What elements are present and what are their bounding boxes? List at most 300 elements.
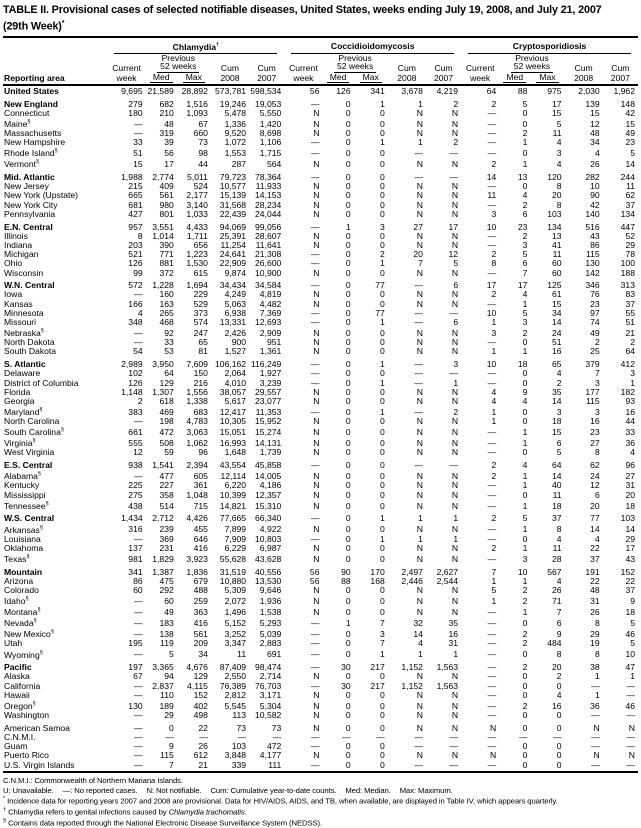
value-cell: —: [134, 722, 143, 733]
value-cell: N: [416, 267, 423, 278]
value-cell: 4,249: [224, 289, 247, 300]
value-cell: 475: [159, 575, 174, 586]
value-cell: 15,310: [255, 500, 282, 511]
blank-cell: [211, 54, 249, 63]
value-cell: 28,892: [181, 85, 208, 96]
value-cell: 0: [379, 298, 385, 309]
value-cell: 0: [379, 689, 385, 700]
table-row: [3, 490, 638, 499]
value-cell: 0: [379, 500, 385, 511]
value-cell: 37: [625, 585, 635, 596]
value-cell: N: [313, 181, 320, 192]
area-cell: Pacific: [4, 662, 32, 673]
value-cell: 4,219: [436, 85, 459, 96]
value-cell: 0: [345, 337, 351, 348]
value-cell: 40,556: [255, 566, 282, 577]
value-cell: —: [134, 680, 143, 691]
value-cell: 2: [379, 249, 385, 260]
value-cell: 11: [237, 649, 247, 660]
value-cell: 2,989: [121, 359, 143, 370]
value-cell: 2: [453, 98, 459, 109]
value-cell: 0: [499, 760, 530, 772]
footnote-marker: §: [39, 649, 43, 656]
value-cell: 683: [193, 407, 208, 417]
area-cell: New England: [4, 98, 58, 109]
max-underline: Max: [183, 73, 205, 83]
value-cell: 90: [341, 566, 351, 577]
value-cell: 49: [164, 607, 174, 618]
value-cell: 3: [379, 629, 385, 640]
value-cell: 0: [379, 471, 385, 482]
value-cell: N: [451, 500, 459, 511]
value-cell: 47: [625, 662, 635, 673]
value-cell: 3: [522, 239, 528, 250]
footnote-line: † Chlamydia refers to genital infections caused by Chlamydia trachomatis.: [3, 807, 247, 817]
value-cell: 34,584: [255, 280, 282, 291]
table-row: [3, 250, 638, 259]
value-cell: 529: [193, 298, 208, 309]
value-cell: 0: [530, 760, 564, 772]
value-cell: 137: [128, 542, 143, 553]
value-cell: 56: [164, 148, 174, 159]
value-cell: 22: [590, 575, 600, 586]
value-cell: 472: [159, 427, 174, 438]
footnote-segment: Cum: Cumulative year-to-date counts.: [210, 785, 337, 795]
area-cell: Louisiana: [4, 533, 41, 544]
value-cell: —: [626, 741, 635, 752]
table-row: [3, 617, 638, 628]
value-cell: 0: [345, 447, 351, 458]
value-cell: —: [449, 741, 459, 752]
value-cell: 0: [345, 317, 351, 328]
value-cell: —: [134, 328, 143, 339]
value-cell: 46: [625, 629, 635, 640]
area-cell: Oklahoma: [4, 542, 44, 553]
value-cell: 0: [522, 447, 528, 458]
value-cell: —: [134, 337, 143, 348]
value-cell: 0: [379, 368, 385, 379]
value-cell: N: [416, 181, 423, 192]
table-row: [3, 711, 638, 720]
value-cell: 51: [625, 317, 635, 328]
value-cell: 182: [620, 386, 635, 397]
value-cell: 14: [486, 172, 497, 183]
value-cell: —: [342, 731, 351, 742]
value-cell: 0: [345, 638, 351, 649]
table-row: [3, 760, 638, 772]
footnote-line: [3, 786, 638, 795]
value-cell: 427: [128, 208, 143, 219]
value-cell: N: [313, 298, 320, 309]
value-cell: N: [451, 395, 459, 406]
value-cell: 217: [370, 662, 385, 673]
value-cell: N: [416, 596, 423, 607]
value-cell: 0: [556, 710, 562, 720]
value-cell: 5: [556, 118, 562, 129]
value-cell: 231: [159, 542, 174, 553]
value-cell: 19: [590, 638, 600, 649]
value-cell: —: [272, 731, 282, 742]
value-cell: 615: [193, 267, 208, 278]
value-cell: 2,550: [224, 671, 247, 682]
value-cell: 3,365: [152, 662, 174, 673]
table-row: [3, 200, 638, 209]
value-cell: 67: [198, 118, 208, 129]
footnote-marker: §: [37, 607, 41, 614]
cum-2007-header-top: Cum: [257, 62, 276, 73]
value-cell: —: [449, 148, 459, 159]
value-cell: N: [451, 480, 459, 491]
value-cell: 572: [128, 280, 143, 291]
table-row: [3, 534, 638, 543]
table-row: [3, 639, 638, 648]
value-cell: 0: [345, 386, 351, 397]
value-cell: N: [313, 128, 320, 139]
value-cell: —: [487, 181, 497, 192]
value-cell: —: [376, 731, 385, 742]
value-cell: 4: [556, 533, 562, 544]
value-cell: 477: [159, 471, 174, 482]
value-cell: 0: [556, 741, 562, 752]
value-cell: 79,723: [219, 172, 247, 183]
value-cell: 14: [551, 471, 562, 482]
value-cell: 1: [522, 542, 528, 553]
area-cell: Maine§: [4, 118, 31, 129]
value-cell: 116,249: [250, 359, 282, 370]
table-row: [3, 318, 638, 327]
med-header: [146, 73, 177, 86]
value-cell: 5: [630, 618, 635, 629]
value-cell: 1,148: [121, 386, 143, 397]
value-cell: —: [310, 148, 320, 159]
value-cell: 10: [625, 649, 635, 660]
value-cell: 7: [594, 368, 600, 379]
value-cell: N: [313, 607, 320, 618]
table-title-line2: (29th Week)*: [3, 20, 65, 33]
value-cell: N: [416, 489, 423, 500]
value-cell: 0: [345, 480, 351, 491]
value-cell: 801: [159, 208, 174, 219]
value-cell: 2: [491, 542, 497, 553]
value-cell: 102: [128, 368, 143, 379]
value-cell: 13: [517, 172, 528, 183]
value-cell: N: [313, 386, 320, 397]
value-cell: 12: [133, 447, 143, 458]
value-cell: 76,703: [255, 680, 282, 691]
value-cell: 0: [379, 172, 385, 183]
value-cell: 0: [379, 267, 385, 278]
area-cell: New Jersey: [4, 181, 49, 192]
value-cell: 3: [556, 148, 562, 159]
value-cell: 1,228: [152, 280, 174, 291]
value-cell: 1,062: [186, 438, 208, 449]
value-cell: 0: [379, 607, 385, 618]
value-cell: 90: [590, 190, 600, 201]
table-row: [3, 586, 638, 595]
value-cell: 2,394: [186, 460, 208, 471]
value-cell: 4: [522, 460, 528, 471]
value-cell: 981: [128, 553, 143, 564]
value-cell: 27: [625, 471, 635, 482]
area-cell: American Samoa: [4, 722, 70, 733]
value-cell: 103: [620, 513, 635, 524]
footnote-marker: §: [32, 438, 36, 445]
value-cell: 1: [418, 533, 423, 544]
value-cell: 881: [159, 258, 174, 269]
value-cell: 0: [345, 137, 351, 148]
value-cell: 11: [626, 181, 635, 192]
value-cell: 3,239: [259, 377, 282, 388]
value-cell: N: [451, 159, 459, 170]
table-row: [3, 158, 638, 169]
value-cell: 28,607: [255, 230, 282, 241]
value-cell: N: [313, 489, 320, 500]
value-cell: —: [626, 710, 635, 720]
value-cell: 0: [345, 239, 351, 250]
footnote-marker: §: [45, 500, 49, 507]
value-cell: —: [134, 471, 143, 482]
value-cell: —: [487, 731, 497, 742]
value-cell: 229: [193, 289, 208, 300]
value-cell: 24: [590, 471, 600, 482]
value-cell: N: [451, 489, 459, 500]
value-cell: 99: [133, 267, 143, 278]
cum-2008-header-top: Cum: [574, 62, 593, 73]
value-cell: 32: [413, 618, 423, 629]
value-cell: 1,553: [224, 148, 247, 159]
value-cell: 9: [522, 386, 528, 397]
area-cell: W.N. Central: [4, 280, 55, 291]
value-cell: N: [416, 542, 423, 553]
value-cell: 0: [522, 680, 528, 691]
med-header: [499, 73, 530, 86]
value-cell: 390: [159, 239, 174, 250]
value-cell: 3: [630, 368, 635, 379]
area-cell: South Carolina§: [4, 427, 64, 438]
value-cell: N: [451, 427, 459, 438]
value-cell: 4,676: [186, 662, 208, 673]
value-cell: 1: [594, 689, 600, 700]
value-cell: 2: [491, 471, 497, 482]
current-week-header-bottom: week: [461, 73, 499, 86]
value-cell: 1: [522, 137, 528, 148]
value-cell: 3,923: [186, 553, 208, 564]
value-cell: 0: [379, 208, 385, 219]
value-cell: 1: [379, 317, 385, 328]
value-cell: 0: [345, 533, 351, 544]
value-cell: 2: [491, 513, 497, 524]
value-cell: 28: [551, 553, 562, 564]
value-cell: 35: [551, 386, 562, 397]
value-cell: N: [313, 190, 320, 201]
value-cell: 0: [345, 249, 351, 260]
value-cell: —: [552, 731, 562, 742]
value-cell: N: [313, 416, 320, 427]
area-cell: U.S. Virgin Islands: [3, 760, 107, 772]
value-cell: N: [416, 239, 423, 250]
value-cell: 129: [159, 377, 174, 388]
area-cell: Arizona: [4, 575, 34, 586]
value-cell: 23,077: [255, 395, 282, 406]
value-cell: —: [461, 760, 499, 772]
value-cell: 6,987: [259, 542, 282, 553]
value-cell: 2: [453, 407, 459, 417]
value-cell: N: [451, 689, 459, 700]
value-cell: 15,139: [219, 190, 247, 201]
table-row: [3, 648, 638, 659]
value-cell: 3: [379, 221, 385, 232]
weeks52-underline: 52 weeks: [334, 62, 376, 72]
value-cell: 0: [379, 750, 385, 761]
value-cell: 9: [630, 596, 635, 607]
value-cell: 412: [620, 359, 635, 370]
value-cell: 1,936: [259, 596, 282, 607]
area-cell: Maryland§: [4, 407, 43, 417]
value-cell: 1,516: [186, 98, 208, 109]
value-cell: 348: [128, 317, 143, 328]
value-cell: 5,039: [259, 629, 282, 640]
value-cell: 100: [620, 258, 635, 269]
value-cell: 521: [128, 249, 143, 260]
value-cell: N: [416, 689, 423, 700]
value-cell: 225: [128, 480, 143, 491]
value-cell: —: [449, 731, 459, 742]
value-cell: 5,545: [224, 700, 247, 711]
value-cell: N: [451, 607, 459, 618]
value-cell: 561: [193, 629, 208, 640]
value-cell: 1,152: [401, 680, 423, 691]
value-cell: 168: [370, 575, 385, 586]
value-cell: 43: [625, 553, 635, 564]
table-row: [3, 426, 638, 437]
value-cell: 64: [625, 346, 635, 357]
value-cell: —: [310, 513, 320, 524]
value-cell: 6,229: [224, 542, 247, 553]
header-row-disease: [3, 38, 638, 54]
value-cell: 0: [379, 524, 385, 535]
table-row: [3, 169, 638, 182]
value-cell: 1: [453, 649, 459, 660]
value-cell: 2: [137, 395, 143, 406]
value-cell: 3,950: [152, 359, 174, 370]
value-cell: 287: [231, 159, 247, 170]
value-cell: 11,641: [255, 239, 282, 250]
value-cell: 0: [345, 513, 351, 524]
value-cell: —: [487, 500, 497, 511]
table-row: [3, 277, 638, 290]
area-cell: New York City: [4, 199, 58, 210]
cum-2007-header-bottom: 2007: [426, 73, 461, 86]
value-cell: 0: [345, 395, 351, 406]
value-cell: 29: [590, 629, 600, 640]
table-row: [3, 553, 638, 564]
value-cell: 319: [159, 128, 174, 139]
value-cell: 2: [522, 230, 528, 241]
value-cell: 195: [128, 638, 143, 649]
value-cell: 209: [193, 638, 208, 649]
value-cell: 0: [345, 190, 351, 201]
value-cell: 1: [630, 377, 635, 388]
value-cell: N: [313, 159, 320, 170]
value-cell: —: [414, 741, 423, 752]
value-cell: 1: [453, 533, 459, 544]
value-cell: N: [313, 585, 320, 596]
value-cell: —: [310, 172, 320, 183]
footnote-marker: §: [33, 618, 37, 625]
value-cell: 0: [379, 741, 385, 752]
value-cell: 11: [552, 249, 562, 260]
value-cell: 16: [590, 416, 600, 427]
value-cell: 573,781: [215, 85, 247, 96]
area-cell: Alaska: [4, 671, 30, 682]
area-cell: Oregon§: [4, 700, 36, 711]
value-cell: 5,617: [224, 395, 247, 406]
value-cell: 33: [164, 337, 174, 348]
value-cell: 900: [231, 337, 247, 348]
value-cell: 656: [193, 239, 208, 250]
value-cell: —: [626, 731, 635, 742]
value-cell: 48: [590, 128, 600, 139]
value-cell: 555: [128, 438, 143, 449]
value-cell: 0: [379, 416, 385, 427]
value-cell: 19,246: [219, 98, 247, 109]
value-cell: 3: [522, 317, 528, 328]
value-cell: 197: [128, 662, 143, 673]
value-cell: —: [449, 460, 459, 471]
value-cell: 0: [345, 258, 351, 269]
value-cell: 1,563: [436, 662, 459, 673]
value-cell: 36: [590, 700, 600, 711]
value-cell: 665: [128, 190, 143, 201]
table-row: [3, 356, 638, 369]
value-cell: 1: [379, 258, 385, 269]
value-cell: 126: [336, 85, 351, 96]
value-cell: N: [451, 190, 459, 201]
value-cell: 13: [551, 230, 562, 241]
value-cell: 2: [491, 460, 497, 471]
value-cell: N: [451, 230, 459, 241]
value-cell: 259: [193, 596, 208, 607]
value-cell: —: [487, 480, 497, 491]
table-title: [3, 4, 638, 34]
value-cell: —: [414, 307, 423, 318]
value-cell: 646: [193, 533, 208, 544]
value-cell: 5: [491, 585, 497, 596]
value-cell: 1: [594, 671, 600, 682]
value-cell: 113: [232, 710, 247, 720]
value-cell: 0: [379, 181, 385, 192]
value-cell: 3: [556, 407, 562, 417]
value-cell: 8: [594, 649, 600, 660]
value-cell: —: [565, 760, 603, 772]
value-cell: 358: [159, 489, 174, 500]
table-row: [3, 191, 638, 200]
value-cell: 1,152: [401, 662, 423, 673]
value-cell: 20: [551, 662, 562, 673]
value-cell: 2: [630, 337, 635, 348]
value-cell: 22: [590, 542, 600, 553]
value-cell: 0: [522, 533, 528, 544]
table-row: [3, 448, 638, 457]
table-row: [3, 118, 638, 129]
table-row: [3, 406, 638, 417]
area-cell: Utah: [4, 638, 23, 649]
value-cell: 2: [522, 700, 528, 711]
value-cell: 10: [486, 221, 497, 232]
value-cell: 60: [133, 585, 143, 596]
value-cell: —: [626, 689, 635, 700]
value-cell: 0: [345, 128, 351, 139]
